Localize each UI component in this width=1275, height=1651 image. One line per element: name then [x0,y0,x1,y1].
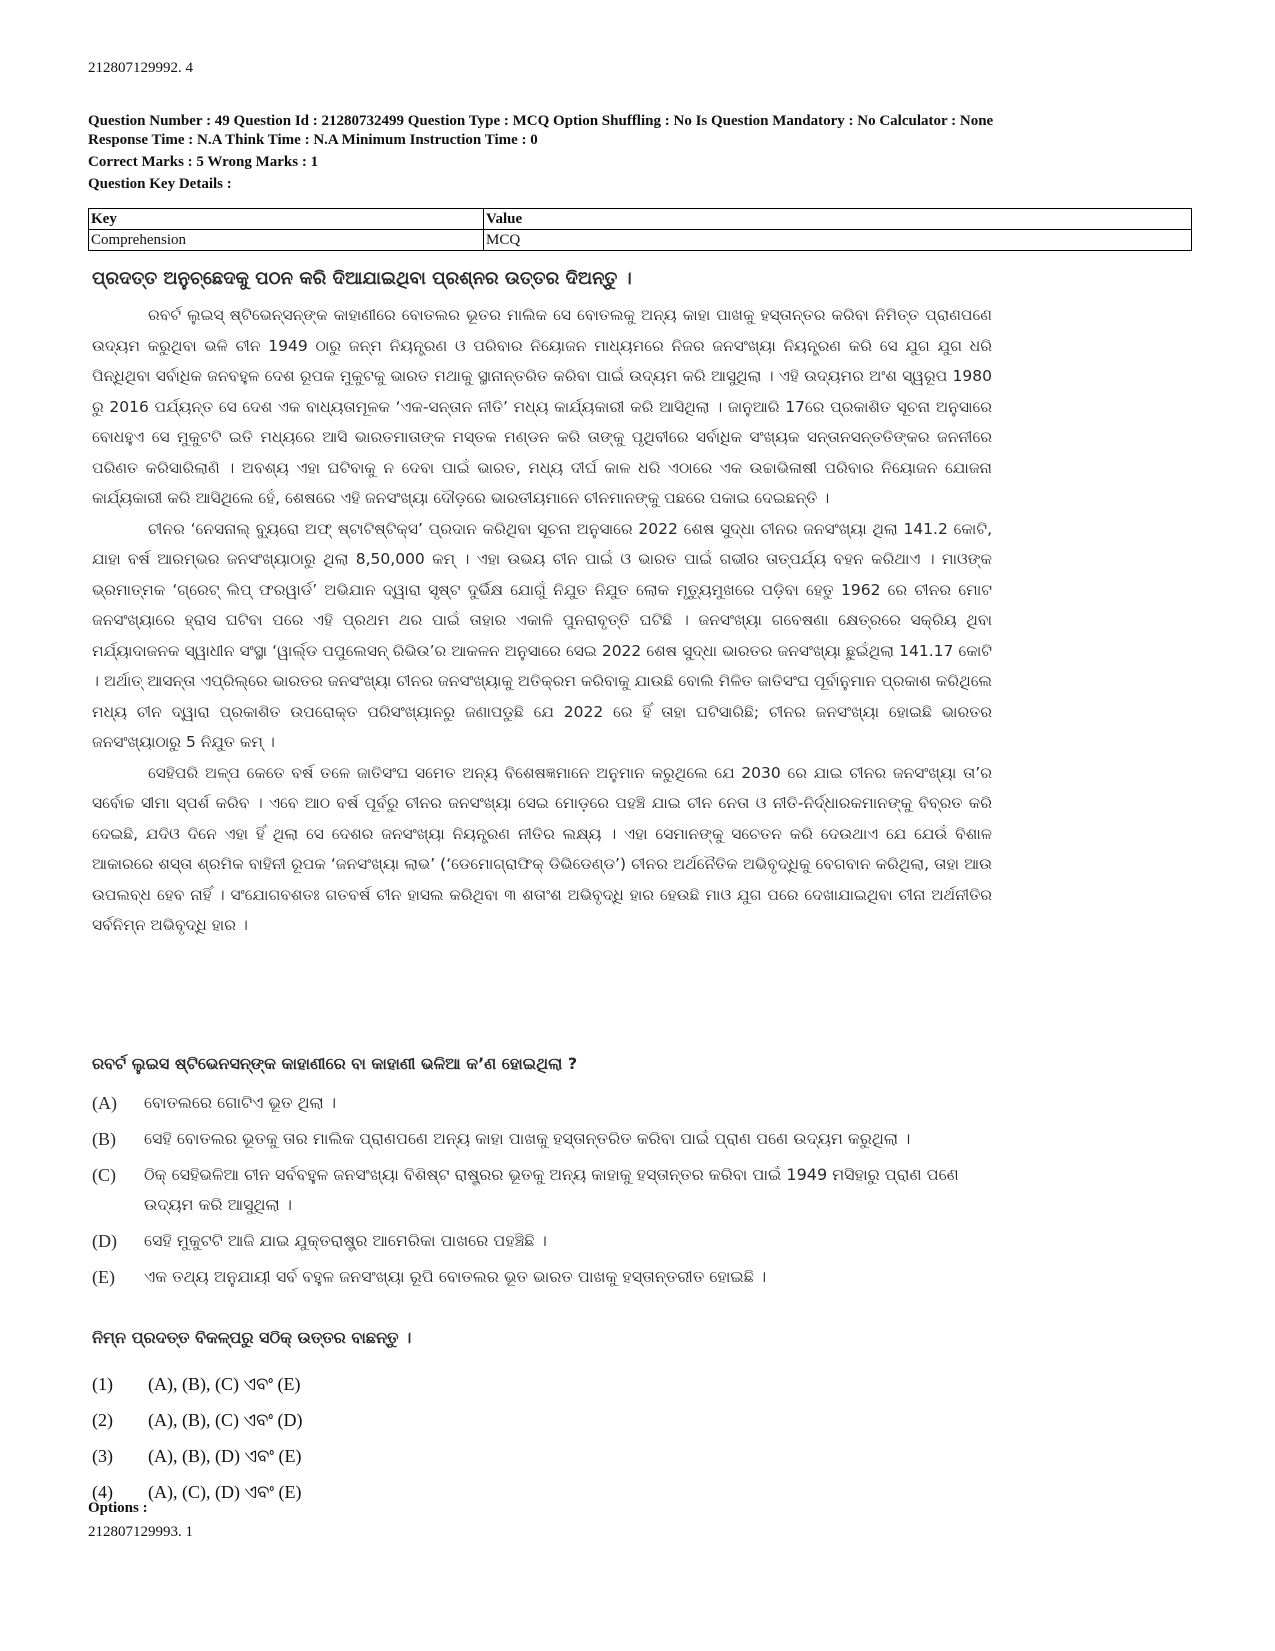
option-id: 212807129993. 1 [88,1524,193,1540]
table-header-row [89,209,1192,230]
question-paper-id: 212807129992. 4 [88,60,193,76]
choice-number: (2) [92,1409,113,1430]
table-row [89,230,1192,251]
table-header-cell: Key [89,209,484,230]
statement-item [92,1124,992,1154]
choice-number: (3) [92,1445,113,1466]
choose-prompt: ନିମ୍ନ ପ୍ରଦତ୍ତ ବିକଳ୍ପରୁ ସଠିକ୍ ଉତ୍ତର ବାଛନ୍ତୁ । [92,1328,412,1347]
question-text: ରବର୍ଟ ଲୁଇସ ଷ୍ଟିଭେନସନ୍‌ଙ୍କ କାହାଣୀରେ ବା କାହାଣୀ ଭଳିଆ କ’ଣ ହୋଇଥିଲା ? [92,1054,578,1073]
options-heading: Options : [88,1500,148,1516]
statement-text: ସେହି ବୋତଲର ଭୂତକୁ ତାର ମାଲିକ ପ୍ରାଣପଣେ ଅନ୍ୟ କାହା ପାଖକୁ ହସ୍ତାନ୍ତରିତ କରିବା ପାଇଁ ପ୍ରାଣ ପଣେ ଉଦ୍ୟମ କରୁଥିଲା । [144,1129,911,1148]
question-meta-line: Response Time : N.A Think Time : N.A Minimum Instruction Time : 0 [88,132,538,148]
choice-text: (A), (C), (D) ଏବଂ (E) [148,1481,302,1502]
statement-label: (B) [92,1129,116,1149]
key-details-table [88,208,1192,251]
table-cell: Comprehension [89,230,484,251]
statement-item [92,1088,992,1118]
key-details-heading: Question Key Details : [88,176,232,192]
marks-line: Correct Marks : 5 Wrong Marks : 1 [88,154,319,170]
passage-instruction: ପ୍ରଦତ୍ତ ଅନୁଚ୍ଛେଦକୁ ପଠନ କରି ଦିଆଯାଇଥିବା ପ୍ରଶ୍ନର ଉତ୍ତର ଦିଅନ୍ତୁ । [92,268,632,289]
table-header-cell: Value [484,209,1192,230]
question-meta [88,112,1208,194]
statement-text: ଠିକ୍ ସେହିଭଳିଆ ଚୀନ ସର୍ବବହୁଳ ଜନସଂଖ୍ୟା ବିଶିଷ୍ଟ ରାଷ୍ଟ୍ରର ଭୂତକୁ ଅନ୍ୟ କାହାକୁ ହସ୍ତାନ୍ତର କରିବା ପାଇଁ 1949 ମସିହାରୁ ପ୍ରାଣ ପଣେ ଉଦ୍ୟମ କରି ଆସୁଥିଲା । [144,1165,959,1214]
statement-label: (C) [92,1165,116,1185]
choice-number: (1) [92,1373,113,1394]
statement-list [92,1088,992,1298]
statement-item [92,1262,992,1292]
statement-label: (D) [92,1231,117,1251]
answer-choices [92,1366,303,1510]
choice-text: (A), (B), (C) ଏବଂ (E) [148,1373,301,1394]
statement-text: ବୋତଲରେ ଗୋଟିଏ ଭୂତ ଥିଲା । [144,1093,337,1112]
answer-choice[interactable] [92,1366,303,1402]
passage-paragraph: ସେହିପରି ଅଳ୍ପ କେତେ ବର୍ଷ ତଳେ ଜାତିସଂଘ ସମେତ ଅନ୍ୟ ବିଶେଷଜ୍ଞମାନେ ଅନୁମାନ କରୁଥିଲେ ଯେ 2030 ରେ ଯାଇ ଚୀନର ଜନସଂଖ୍ୟା ତା’ର ସର୍ବୋଚ୍ଚ ସୀମା ସ୍ପର୍ଶ କରିବ । ଏବେ ଆଠ ବର୍ଷ ପୂର୍ବରୁ ଚୀନର ଜନସଂଖ୍ୟା ସେଇ ମୋଡ଼ରେ ପହଞ୍ଚି ଯାଇ ଚୀନ ନେତା ଓ ନୀତି-ନିର୍ଦ୍ଧାରକମାନଙ୍କୁ ବିବ୍ରତ କରି ଦେଇଛି, ଯଦିଓ ଦିନେ ଏହା ହିଁ ଥିଲା ସେ ଦେଶର ଜନସଂଖ୍ୟା ନିୟନ୍ତ୍ରଣ ନୀତିର ଲକ୍ଷ୍ୟ । ଏହା ସେମାନଙ୍କୁ ସଚେତନ କରି ଦେଉଥାଏ ଯେ ଯେଉଁ ବିଶାଳ ଆକାରରେ ଶସ୍ତା ଶ୍ରମିକ ବାହିନୀ ରୂପକ ‘ଜନସଂଖ୍ୟା ଲାଭ’ (‘ଡେମୋଗ୍ରାଫିକ୍ ଡିଭିଡେଣ୍ଡ’) ଚୀନର ଅର୍ଥନୈତିକ ଅଭିବୃଦ୍ଧିକୁ ବେଗବାନ କରିଥିଲା, ତାହା ଆଉ ଉପଲବ୍ଧ ହେବ ନାହିଁ । ସଂଯୋଗବଶତଃ ଗତବର୍ଷ ଚୀନ ହାସଲ କରିଥିବା ୩ ଶତାଂଶ ଅଭିବୃଦ୍ଧି ହାର ହେଉଛି ମାଓ ଯୁଗ ପରେ ଦେଖାଯାଇଥିବା ଚୀନା ଅର୍ଥନୀତିର ସର୍ବନିମ୍ନ ଅଭିବୃଦ୍ଧି ହାର । [92,763,992,934]
passage-paragraph: ଚୀନର ‘ନେସନାଲ୍ ବ୍ୟୁରୋ ଅଫ୍ ଷ୍ଟାଟିଷ୍ଟିକ୍‌ସ’ ପ୍ରଦାନ କରିଥିବା ସୂଚନା ଅନୁସାରେ 2022 ଶେଷ ସୁଦ୍ଧା ଚୀନର ଜନସଂଖ୍ୟା ଥିଲା 141.2 କୋଟି, ଯାହା ବର୍ଷ ଆରମ୍ଭର ଜନସଂଖ୍ୟାଠାରୁ ଥିଲା 8,50,000 କମ୍ । ଏହା ଉଭୟ ଚୀନ ପାଇଁ ଓ ଭାରତ ପାଇଁ ଗଭୀର ତାତ୍ପର୍ଯ୍ୟ ବହନ କରିଥାଏ । ମାଓଙ୍କ ଭ୍ରମାତ୍ମକ ‘ଗ୍ରେଟ୍ ଲିପ୍ ଫରୱାର୍ଡ’ ଅଭିଯାନ ଦ୍ୱାରା ସୃଷ୍ଟ ଦୁର୍ଭିକ୍ଷ ଯୋଗୁଁ ନିଯୁତ ନିଯୁତ ଲୋକ ମୃତ୍ୟୁମୁଖରେ ପଡ଼ିବା ହେତୁ 1962 ରେ ଚୀନର ମୋଟ ଜନସଂଖ୍ୟାରେ ହ୍ରାସ ଘଟିବା ପରେ ଏହି ପ୍ରଥମ ଥର ପାଇଁ ତାହାର ଏକାଳି ପୁନରାବୃତ୍ତି ଘଟିଛି । ଜନସଂଖ୍ୟା ଗବେଷଣା କ୍ଷେତ୍ରରେ ସକ୍ରିୟ ଥିବା ମର୍ଯ୍ୟାଦାଜନକ ସ୍ୱାଧୀନ ସଂସ୍ଥା ‘ୱାର୍ଲ୍ଡ ପପୁଲେସନ୍ ରିଭିଉ’ର ଆକଳନ ଅନୁସାରେ ସେଇ 2022 ଶେଷ ସୁଦ୍ଧା ଭାରତର ଜନସଂଖ୍ୟା ଛୁଇଁଥିଲା 141.17 କୋଟି । ଅର୍ଥାତ୍ ଆସନ୍ତା ଏପ୍ରିଲ୍‌ରେ ଭାରତର ଜନସଂଖ୍ୟା ଚୀନର ଜନସଂଖ୍ୟାକୁ ଅତିକ୍ରମ କରିବାକୁ ଯାଉଛି ବୋଲି ମିଳିତ ଜାତିସଂଘ ପୂର୍ବାନୁମାନ ପ୍ରକାଶ କରିଥିଲେ ମଧ୍ୟ ଚୀନ ଦ୍ୱାରା ପ୍ରକାଶିତ ଉପରୋକ୍ତ ପରିସଂଖ୍ୟାନରୁ ଜଣାପଡୁଛି ଯେ 2022 ରେ ହିଁ ତାହା ଘଟିସାରିଛି; ଚୀନର ଜନସଂଖ୍ୟା ହୋଇଛି ଭାରତର ଜନସଂଖ୍ୟାଠାରୁ 5 ନିଯୁତ କମ୍ । [92,519,992,751]
comprehension-passage [92,300,992,941]
table-cell: MCQ [484,230,1192,251]
passage-paragraph: ରବର୍ଟ ଲୁଇସ୍ ଷ୍ଟିଭେନ୍‌ସନ୍‌ଙ୍କ କାହାଣୀରେ ବୋତଲର ଭୂତର ମାଲିକ ସେ ବୋତଲକୁ ଅନ୍ୟ କାହା ପାଖକୁ ହସ୍ତାନ୍ତର କରିବା ନିମିତ୍ତ ପ୍ରାଣପଣେ ଉଦ୍ୟମ କରୁଥିବା ଭଳି ଚୀନ 1949 ଠାରୁ ଜନ୍ମ ନିୟନ୍ତ୍ରଣ ଓ ପରିବାର ନିୟୋଜନ ମାଧ୍ୟମରେ ନିଜର ଜନସଂଖ୍ୟା ନିୟନ୍ତ୍ରଣ କରି ସେ ଯୁଗ ଯୁଗ ଧରି ପିନ୍ଧିଥିବା ସର୍ବାଧିକ ଜନବହୁଳ ଦେଶ ରୂପକ ମୁକୁଟକୁ ଭାରତ ମଥାକୁ ସ୍ଥାନାନ୍ତରିତ କରିବା ପାଇଁ ଉଦ୍ୟମ କରି ଆସୁଥିଲା । ଏହି ଉଦ୍ୟମର ଅଂଶ ସ୍ୱରୂପ 1980 ରୁ 2016 ପର୍ଯ୍ୟନ୍ତ ସେ ଦେଶ ଏକ ବାଧ୍ୟତାମୂଳକ ‘ଏକ-ସନ୍ତାନ ନୀତି’ ମଧ୍ୟ କାର୍ଯ୍ୟକାରୀ କରି ଆସିଥିଲା । ଜାନୁଆରି 17ରେ ପ୍ରକାଶିତ ସୂଚନା ଅନୁସାରେ ବୋଧହୁଏ ସେ ମୁକୁଟଟି ଇତି ମଧ୍ୟରେ ଆସି ଭାରତମାତାଙ୍କ ମସ୍ତକ ମଣ୍ଡନ କରି ତାଙ୍କୁ ପୃଥିବୀରେ ସର୍ବାଧିକ ସଂଖ୍ୟକ ସନ୍ତାନସନ୍ତତିଙ୍କର ଜନନୀରେ ପରିଣତ କରିସାରିଲାଣି । ଅବଶ୍ୟ ଏହା ଘଟିବାକୁ ନ ଦେବା ପାଇଁ ଭାରତ, ମଧ୍ୟ ଦୀର୍ଘ କାଳ ଧରି ଏଠାରେ ଏକ ଉଚ୍ଚାଭିଳାଷୀ ପରିବାର ନିୟୋଜନ ଯୋଜନା କାର୍ଯ୍ୟକାରୀ କରି ଆସିଥିଲେ ହେଁ, ଶେଷରେ ଏହି ଜନସଂଖ୍ୟା ଦୌଡ଼ରେ ଭାରତୀୟମାନେ ଚୀନମାନଙ୍କୁ ପଛରେ ପକାଇ ଦେଇଛନ୍ତି । [92,306,992,507]
statement-item [92,1160,992,1220]
statement-item [92,1226,992,1256]
statement-text: ସେହି ମୁକୁଟଟି ଆଜି ଯାଇ ଯୁକ୍ତରାଷ୍ଟ୍ର ଆମେରିକା ପାଖରେ ପହଞ୍ଚିଛି । [144,1231,547,1250]
answer-choice[interactable] [92,1402,303,1438]
question-meta-line: Question Number : 49 Question Id : 21280732499 Question Type : MCQ Option Shuffling : No Is Question Mandatory : No Calculator : None [88,113,994,129]
choice-text: (A), (B), (C) ଏବଂ (D) [148,1409,303,1430]
statement-text: ଏକ ତଥ୍ୟ ଅନୁଯାୟୀ ସର୍ବ ବହୁଳ ଜନସଂଖ୍ୟା ରୂପି ବୋତଲର ଭୂତ ଭାରତ ପାଖକୁ ହସ୍ତାନ୍ତରୀତ ହୋଇଛି । [144,1267,767,1286]
statement-label: (E) [92,1267,115,1287]
statement-label: (A) [92,1093,117,1113]
choice-text: (A), (B), (D) ଏବଂ (E) [148,1445,302,1466]
choice-number: (4) [92,1481,113,1502]
answer-choice[interactable] [92,1438,303,1474]
